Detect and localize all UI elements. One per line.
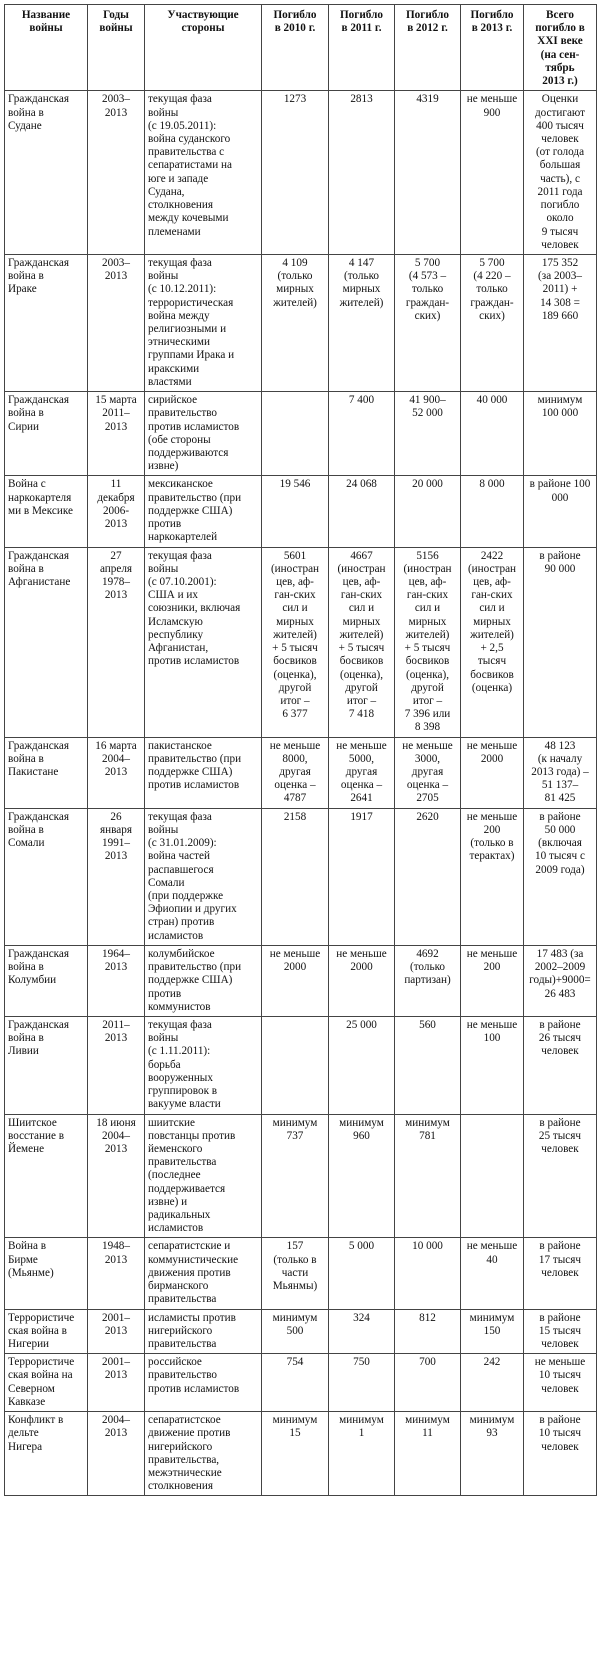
cell-total-deaths: в районе 50 000 (включая 10 тысяч с 2009 года) <box>524 808 597 945</box>
table-row <box>5 392 597 476</box>
cell-parties: текущая фаза войны (с 19.05.2011): война суданского правительства с сепаратистами на юге и западе Судана, столкновения между кочевыми племенами <box>145 91 262 255</box>
cell-war-years: 15 марта 2011– 2013 <box>88 392 145 476</box>
cell-deaths-2012: 812 <box>395 1309 461 1354</box>
cell-deaths-2013: не меньше 200 <box>461 945 524 1016</box>
cell-total-deaths: 17 483 (за 2002–2009 годы)+9000= 26 483 <box>524 945 597 1016</box>
cell-war-years: 2001– 2013 <box>88 1309 145 1354</box>
header-deaths-2013: Погибло в 2013 г. <box>461 5 524 91</box>
cell-deaths-2010: минимум 15 <box>262 1412 329 1496</box>
cell-parties: исламисты против нигерийского правительства <box>145 1309 262 1354</box>
cell-deaths-2012: 4319 <box>395 91 461 255</box>
cell-deaths-2011: 5 000 <box>329 1238 395 1309</box>
cell-deaths-2012: 10 000 <box>395 1238 461 1309</box>
cell-parties: текущая фаза войны (с 31.01.2009): война частей распавшегося Сомали (при поддержке Эфиопии и других стран) против исламистов <box>145 808 262 945</box>
cell-deaths-2013 <box>461 1114 524 1238</box>
cell-deaths-2013: 8 000 <box>461 476 524 547</box>
cell-war-name: Гражданская война в Судане <box>5 91 88 255</box>
cell-deaths-2013: минимум 93 <box>461 1412 524 1496</box>
cell-deaths-2012: 4692 (только партизан) <box>395 945 461 1016</box>
cell-war-years: 2004– 2013 <box>88 1412 145 1496</box>
cell-war-years: 2003– 2013 <box>88 254 145 391</box>
cell-total-deaths: не меньше 10 тысяч человек <box>524 1354 597 1412</box>
cell-deaths-2010: минимум 737 <box>262 1114 329 1238</box>
cell-deaths-2012: 5 700 (4 573 – только граждан- ских) <box>395 254 461 391</box>
cell-total-deaths: в районе 10 тысяч человек <box>524 1412 597 1496</box>
cell-deaths-2011: 25 000 <box>329 1016 395 1114</box>
header-war-years: Годы войны <box>88 5 145 91</box>
cell-deaths-2011: не меньше 5000, другая оценка – 2641 <box>329 737 395 808</box>
cell-total-deaths: в районе 15 тысяч человек <box>524 1309 597 1354</box>
cell-war-name: Гражданская война в Ливии <box>5 1016 88 1114</box>
cell-total-deaths: 48 123 (к началу 2013 года) – 51 137– 81 425 <box>524 737 597 808</box>
table-row <box>5 808 597 945</box>
cell-total-deaths: 175 352 (за 2003– 2011) + 14 308 = 189 660 <box>524 254 597 391</box>
cell-deaths-2011: 4667 (иностран цев, аф- ган-ских сил и мирных жителей) + 5 тысяч босвиков (оценка), другой итог – 7 418 <box>329 547 395 737</box>
header-deaths-2012: Погибло в 2012 г. <box>395 5 461 91</box>
table-row <box>5 1354 597 1412</box>
cell-parties: текущая фаза войны (с 07.10.2001): США и их союзники, включая Исламскую республику Афганистан, против исламистов <box>145 547 262 737</box>
cell-parties: российское правительство против исламистов <box>145 1354 262 1412</box>
header-deaths-2010: Погибло в 2010 г. <box>262 5 329 91</box>
cell-deaths-2010: минимум 500 <box>262 1309 329 1354</box>
cell-total-deaths: Оценки достигают 400 тысяч человек (от голода большая часть), с 2011 года погибло около 9 тысяч человек <box>524 91 597 255</box>
cell-deaths-2011: 24 068 <box>329 476 395 547</box>
cell-war-years: 2001– 2013 <box>88 1354 145 1412</box>
cell-deaths-2013: 5 700 (4 220 – только граждан- ских) <box>461 254 524 391</box>
cell-parties: колумбийское правительство (при поддержке США) против коммунистов <box>145 945 262 1016</box>
cell-total-deaths: в районе 17 тысяч человек <box>524 1238 597 1309</box>
table-row <box>5 945 597 1016</box>
cell-deaths-2010: не меньше 2000 <box>262 945 329 1016</box>
cell-deaths-2012: 20 000 <box>395 476 461 547</box>
cell-deaths-2010: 19 546 <box>262 476 329 547</box>
cell-deaths-2011: не меньше 2000 <box>329 945 395 1016</box>
cell-deaths-2011: минимум 960 <box>329 1114 395 1238</box>
cell-war-name: Гражданская война в Ираке <box>5 254 88 391</box>
cell-war-years: 16 марта 2004– 2013 <box>88 737 145 808</box>
cell-parties: шиитские повстанцы против йеменского правительства (последнее поддерживается извне) и радикальных исламистов <box>145 1114 262 1238</box>
header-total-deaths: Всего погибло в XXI веке (на сен- тябрь 2013 г.) <box>524 5 597 91</box>
wars-table <box>4 4 597 1496</box>
cell-deaths-2011: 1917 <box>329 808 395 945</box>
cell-war-name: Гражданская война в Афганистане <box>5 547 88 737</box>
table-row <box>5 476 597 547</box>
cell-deaths-2013: не меньше 900 <box>461 91 524 255</box>
cell-deaths-2011: 7 400 <box>329 392 395 476</box>
cell-war-years: 11 декабря 2006- 2013 <box>88 476 145 547</box>
cell-deaths-2012: не меньше 3000, другая оценка – 2705 <box>395 737 461 808</box>
cell-deaths-2012: 5156 (иностран цев, аф- ган-ских сил и мирных жителей) + 5 тысяч босвиков (оценка), другой итог – 7 396 или 8 398 <box>395 547 461 737</box>
table-row <box>5 254 597 391</box>
cell-total-deaths: в районе 26 тысяч человек <box>524 1016 597 1114</box>
cell-deaths-2010: 2158 <box>262 808 329 945</box>
cell-war-name: Конфликт в дельте Нигера <box>5 1412 88 1496</box>
cell-parties: сирийское правительство против исламистов (обе стороны поддерживаются извне) <box>145 392 262 476</box>
header-row <box>5 5 597 91</box>
cell-war-years: 2003– 2013 <box>88 91 145 255</box>
table-header <box>5 5 597 91</box>
cell-war-years: 2011– 2013 <box>88 1016 145 1114</box>
cell-war-name: Война в Бирме (Мьянме) <box>5 1238 88 1309</box>
cell-deaths-2010: 5601 (иностран цев, аф- ган-ских сил и мирных жителей) + 5 тысяч босвиков (оценка), другой итог – 6 377 <box>262 547 329 737</box>
table-row <box>5 1016 597 1114</box>
cell-parties: пакистанское правительство (при поддержке США) против исламистов <box>145 737 262 808</box>
cell-deaths-2013: не меньше 40 <box>461 1238 524 1309</box>
header-parties: Участвующие стороны <box>145 5 262 91</box>
cell-deaths-2012: 2620 <box>395 808 461 945</box>
cell-parties: сепаратистское движение против нигерийского правительства, межэтнические столкновения <box>145 1412 262 1496</box>
cell-total-deaths: минимум 100 000 <box>524 392 597 476</box>
cell-war-years: 26 января 1991– 2013 <box>88 808 145 945</box>
cell-deaths-2012: 560 <box>395 1016 461 1114</box>
cell-parties: мексиканское правительство (при поддержке США) против наркокартелей <box>145 476 262 547</box>
cell-war-years: 18 июня 2004– 2013 <box>88 1114 145 1238</box>
cell-deaths-2010: 4 109 (только мирных жителей) <box>262 254 329 391</box>
cell-war-name: Гражданская война в Сирии <box>5 392 88 476</box>
cell-parties: текущая фаза войны (с 1.11.2011): борьба вооруженных группировок в вакууме власти <box>145 1016 262 1114</box>
cell-deaths-2013: 242 <box>461 1354 524 1412</box>
cell-war-name: Гражданская война в Пакистане <box>5 737 88 808</box>
cell-deaths-2011: 4 147 (только мирных жителей) <box>329 254 395 391</box>
cell-deaths-2012: минимум 781 <box>395 1114 461 1238</box>
cell-deaths-2010: 157 (только в части Мьянмы) <box>262 1238 329 1309</box>
cell-parties: сепаратистские и коммунистические движения против бирманского правительства <box>145 1238 262 1309</box>
table-body <box>5 91 597 1496</box>
cell-deaths-2013: не меньше 200 (только в терактах) <box>461 808 524 945</box>
cell-deaths-2013: 2422 (иностран цев, аф- ган-ских сил и мирных жителей) + 2,5 тысяч босвиков (оценка) <box>461 547 524 737</box>
table-row <box>5 1412 597 1496</box>
cell-deaths-2012: 41 900– 52 000 <box>395 392 461 476</box>
cell-total-deaths: в районе 25 тысяч человек <box>524 1114 597 1238</box>
cell-deaths-2010: 754 <box>262 1354 329 1412</box>
cell-deaths-2011: 750 <box>329 1354 395 1412</box>
cell-deaths-2010: не меньше 8000, другая оценка – 4787 <box>262 737 329 808</box>
cell-deaths-2013: не меньше 100 <box>461 1016 524 1114</box>
cell-war-years: 1964– 2013 <box>88 945 145 1016</box>
cell-deaths-2011: 324 <box>329 1309 395 1354</box>
cell-deaths-2010 <box>262 392 329 476</box>
cell-total-deaths: в районе 100 000 <box>524 476 597 547</box>
header-war-name: Название войны <box>5 5 88 91</box>
table-row <box>5 737 597 808</box>
cell-war-name: Гражданская война в Сомали <box>5 808 88 945</box>
cell-deaths-2012: 700 <box>395 1354 461 1412</box>
table-row <box>5 547 597 737</box>
cell-total-deaths: в районе 90 000 <box>524 547 597 737</box>
table-row <box>5 1238 597 1309</box>
header-deaths-2011: Погибло в 2011 г. <box>329 5 395 91</box>
cell-parties: текущая фаза войны (с 10.12.2011): террористическая война между религиозными и этническими группами Ирака и иракскими властями <box>145 254 262 391</box>
table-row <box>5 1309 597 1354</box>
cell-war-name: Террористиче ская война в Нигерии <box>5 1309 88 1354</box>
cell-war-years: 27 апреля 1978– 2013 <box>88 547 145 737</box>
cell-war-name: Террористиче ская война на Северном Кавказе <box>5 1354 88 1412</box>
cell-deaths-2013: минимум 150 <box>461 1309 524 1354</box>
cell-war-name: Война с наркокартеля ми в Мексике <box>5 476 88 547</box>
cell-deaths-2011: минимум 1 <box>329 1412 395 1496</box>
table-row <box>5 91 597 255</box>
cell-deaths-2013: не меньше 2000 <box>461 737 524 808</box>
cell-deaths-2013: 40 000 <box>461 392 524 476</box>
cell-deaths-2010 <box>262 1016 329 1114</box>
cell-war-name: Шиитское восстание в Йемене <box>5 1114 88 1238</box>
cell-war-years: 1948– 2013 <box>88 1238 145 1309</box>
cell-deaths-2010: 1273 <box>262 91 329 255</box>
cell-war-name: Гражданская война в Колумбии <box>5 945 88 1016</box>
table-row <box>5 1114 597 1238</box>
cell-deaths-2011: 2813 <box>329 91 395 255</box>
cell-deaths-2012: минимум 11 <box>395 1412 461 1496</box>
